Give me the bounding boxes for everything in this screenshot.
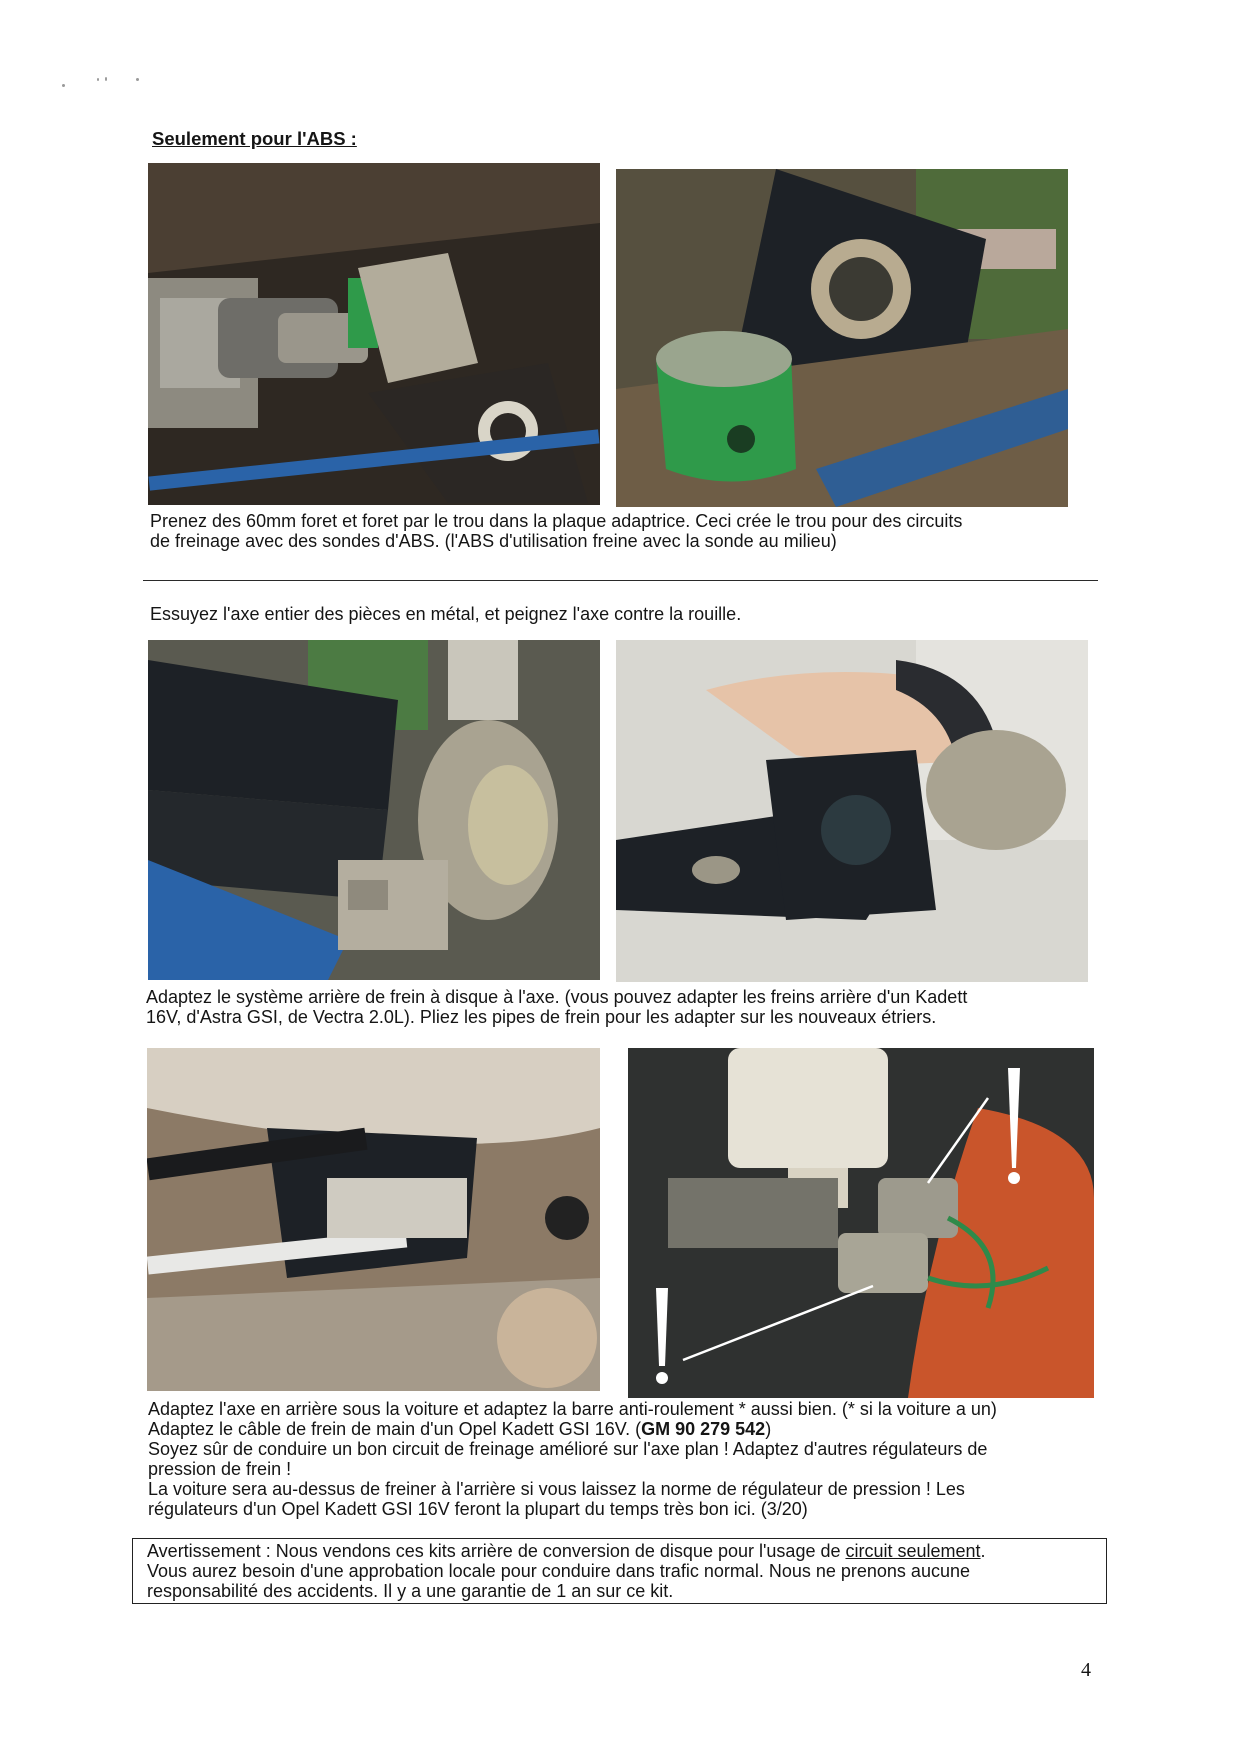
warning-box (132, 1538, 1107, 1604)
warning-underlined: circuit seulement (845, 1541, 981, 1561)
warning-line: Vous aurez besoin d'une approbation locale pour conduire dans trafic normal. Nous ne prenons aucune (147, 1561, 970, 1581)
caption-line: La voiture sera au-dessus de freiner à l'arrière si vous laissez la norme de régulateur de pression ! Les (148, 1479, 965, 1499)
caption-axle-fitting (148, 1399, 1108, 1519)
photo-pressure-regulators (628, 1048, 1094, 1398)
caption-line: Adaptez le système arrière de frein à disque à l'axe. (vous pouvez adapter les freins arrière d'un Kadett (146, 987, 968, 1007)
caption-text: ) (765, 1419, 772, 1439)
page-number: 4 (1081, 1659, 1091, 1681)
warning-text: Avertissement : Nous vendons ces kits arrière de conversion de disque pour l'usage de (147, 1541, 846, 1561)
section-divider (143, 580, 1098, 581)
photo-drill-hole-saw (148, 163, 600, 505)
caption-line: Soyez sûr de conduire un bon circuit de freinage amélioré sur l'axe plan ! Adaptez d'autres régulateurs de (148, 1439, 988, 1459)
warning-line: responsabilité des accidents. Il y a une garantie de 1 an sur ce kit. (147, 1581, 674, 1601)
warning-line (147, 1541, 1092, 1561)
caption-disc-brake (146, 987, 1106, 1027)
caption-line: 16V, d'Astra GSI, de Vectra 2.0L). Pliez les pipes de frein pour les adapter sur les nouveaux étriers. (146, 1007, 937, 1027)
caption-abs-drilling (150, 511, 1110, 551)
part-number: GM 90 279 542 (641, 1419, 766, 1439)
section-heading: Seulement pour l'ABS : (152, 128, 357, 149)
caption-line: de freinage avec des sondes d'ABS. (l'ABS d'utilisation freine avec la sonde au milieu) (150, 531, 837, 551)
caption-line: régulateurs d'un Opel Kadett GSI 16V feront la plupart du temps très bon ici. (3/20) (148, 1499, 808, 1519)
warning-text: . (980, 1541, 986, 1561)
photo-hole-saw-plate (616, 169, 1068, 507)
caption-text: Adaptez le câble de frein de main d'un Opel Kadett GSI 16V. ( (148, 1419, 642, 1439)
intro-clean-paint: Essuyez l'axe entier des pièces en métal, et peignez l'axe contre la rouille. (150, 604, 742, 624)
photo-axle-disc-brake (148, 640, 600, 980)
caption-line: Prenez des 60mm foret et foret par le trou dans la plaque adaptrice. Ceci crée le trou pour des circuits (150, 511, 963, 531)
caption-line: Adaptez l'axe en arrière sous la voiture et adaptez la barre anti-roulement * aussi bien. (* si la voiture a un) (148, 1399, 997, 1419)
caption-line: pression de frein ! (148, 1459, 292, 1479)
photo-under-car-axle (147, 1048, 600, 1391)
photo-caliper-fitting (616, 640, 1088, 982)
caption-line (148, 1419, 1108, 1439)
